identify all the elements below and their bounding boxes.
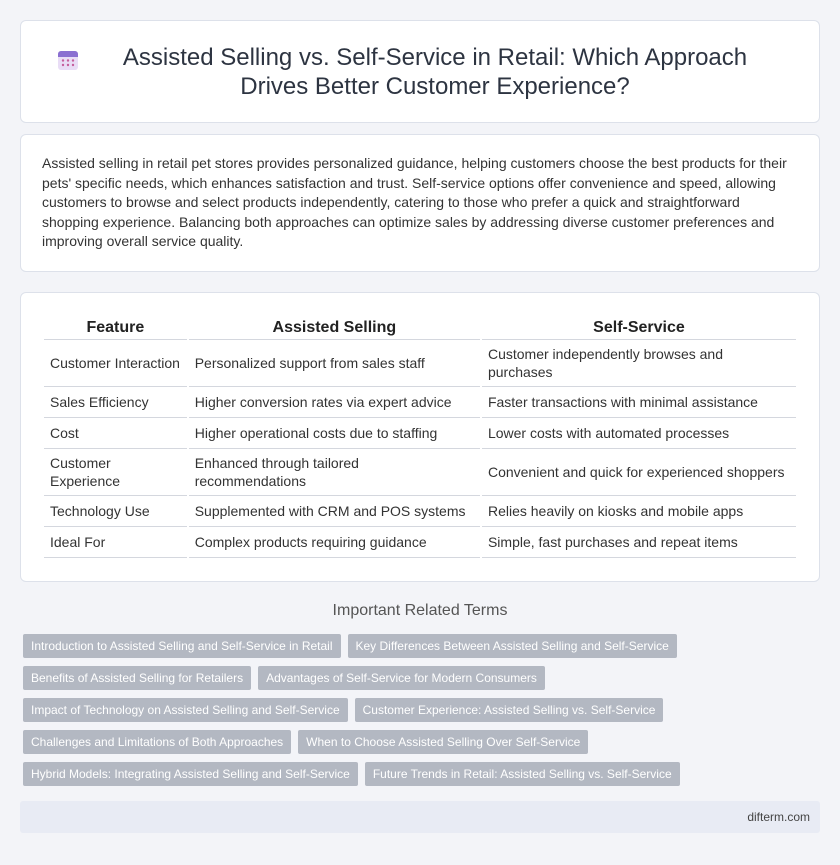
intro-card bbox=[20, 134, 820, 272]
table-header-self-service: Self-Service bbox=[482, 312, 796, 340]
footer bbox=[20, 801, 820, 833]
table-cell-assisted: Supplemented with CRM and POS systems bbox=[189, 496, 480, 527]
table-header-feature: Feature bbox=[44, 312, 187, 340]
related-term-tag[interactable]: Customer Experience: Assisted Selling vs. Self-Service bbox=[355, 698, 664, 722]
related-term-tag[interactable]: Advantages of Self-Service for Modern Consumers bbox=[258, 666, 545, 690]
related-term-tag[interactable]: Challenges and Limitations of Both Approaches bbox=[23, 730, 291, 754]
related-term-tag[interactable]: Benefits of Assisted Selling for Retailers bbox=[23, 666, 251, 690]
table-cell-assisted: Complex products requiring guidance bbox=[189, 527, 480, 558]
table-header-assisted: Assisted Selling bbox=[189, 312, 480, 340]
related-term-tag[interactable]: Key Differences Between Assisted Selling and Self-Service bbox=[348, 634, 677, 658]
table-cell-feature: Customer Interaction bbox=[44, 340, 187, 387]
table-row bbox=[44, 418, 796, 449]
intro-paragraph: Assisted selling in retail pet stores provides personalized guidance, helping customers choose the best products for their pets' specific needs, which enhances satisfaction and trust. Self-service options offer convenience and speed, allowing customers to browse and select products independently, catering to those who prefer a quick and straightforward shopping experience. Balancing both approaches can optimize sales by addressing diverse customer preferences and improving overall service quality. bbox=[42, 155, 787, 249]
table-row bbox=[44, 340, 796, 387]
related-terms-title: Important Related Terms bbox=[332, 602, 508, 619]
table-cell-feature: Ideal For bbox=[44, 527, 187, 558]
comparison-table-card bbox=[20, 292, 820, 582]
related-terms-list bbox=[23, 634, 823, 794]
table-cell-assisted: Enhanced through tailored recommendations bbox=[189, 449, 480, 496]
table-cell-feature: Technology Use bbox=[44, 496, 187, 527]
table-row bbox=[44, 527, 796, 558]
related-term-tag[interactable]: Hybrid Models: Integrating Assisted Selling and Self-Service bbox=[23, 762, 358, 786]
table-cell-feature: Cost bbox=[44, 418, 187, 449]
table-cell-self-service: Simple, fast purchases and repeat items bbox=[482, 527, 796, 558]
table-row bbox=[44, 496, 796, 527]
comparison-table bbox=[42, 312, 798, 558]
table-cell-feature: Sales Efficiency bbox=[44, 387, 187, 418]
related-term-tag[interactable]: Introduction to Assisted Selling and Self-Service in Retail bbox=[23, 634, 341, 658]
table-cell-feature: Customer Experience bbox=[44, 449, 187, 496]
table-cell-self-service: Convenient and quick for experienced shoppers bbox=[482, 449, 796, 496]
page-title: Assisted Selling vs. Self-Service in Retail: Which Approach Drives Better Customer Experience? bbox=[122, 44, 748, 100]
related-term-tag[interactable]: When to Choose Assisted Selling Over Self-Service bbox=[298, 730, 588, 754]
table-cell-self-service: Customer independently browses and purchases bbox=[482, 340, 796, 387]
related-term-tag[interactable]: Future Trends in Retail: Assisted Selling vs. Self-Service bbox=[365, 762, 680, 786]
footer-site-link[interactable]: difterm.com bbox=[747, 810, 810, 824]
table-header-row bbox=[44, 312, 796, 340]
table-row bbox=[44, 387, 796, 418]
table-cell-assisted: Higher operational costs due to staffing bbox=[189, 418, 480, 449]
table-cell-assisted: Higher conversion rates via expert advice bbox=[189, 387, 480, 418]
table-cell-self-service: Faster transactions with minimal assistance bbox=[482, 387, 796, 418]
table-row bbox=[44, 449, 796, 496]
table-cell-self-service: Relies heavily on kiosks and mobile apps bbox=[482, 496, 796, 527]
title-card bbox=[20, 20, 820, 123]
table-cell-assisted: Personalized support from sales staff bbox=[189, 340, 480, 387]
table-cell-self-service: Lower costs with automated processes bbox=[482, 418, 796, 449]
related-term-tag[interactable]: Impact of Technology on Assisted Selling and Self-Service bbox=[23, 698, 348, 722]
